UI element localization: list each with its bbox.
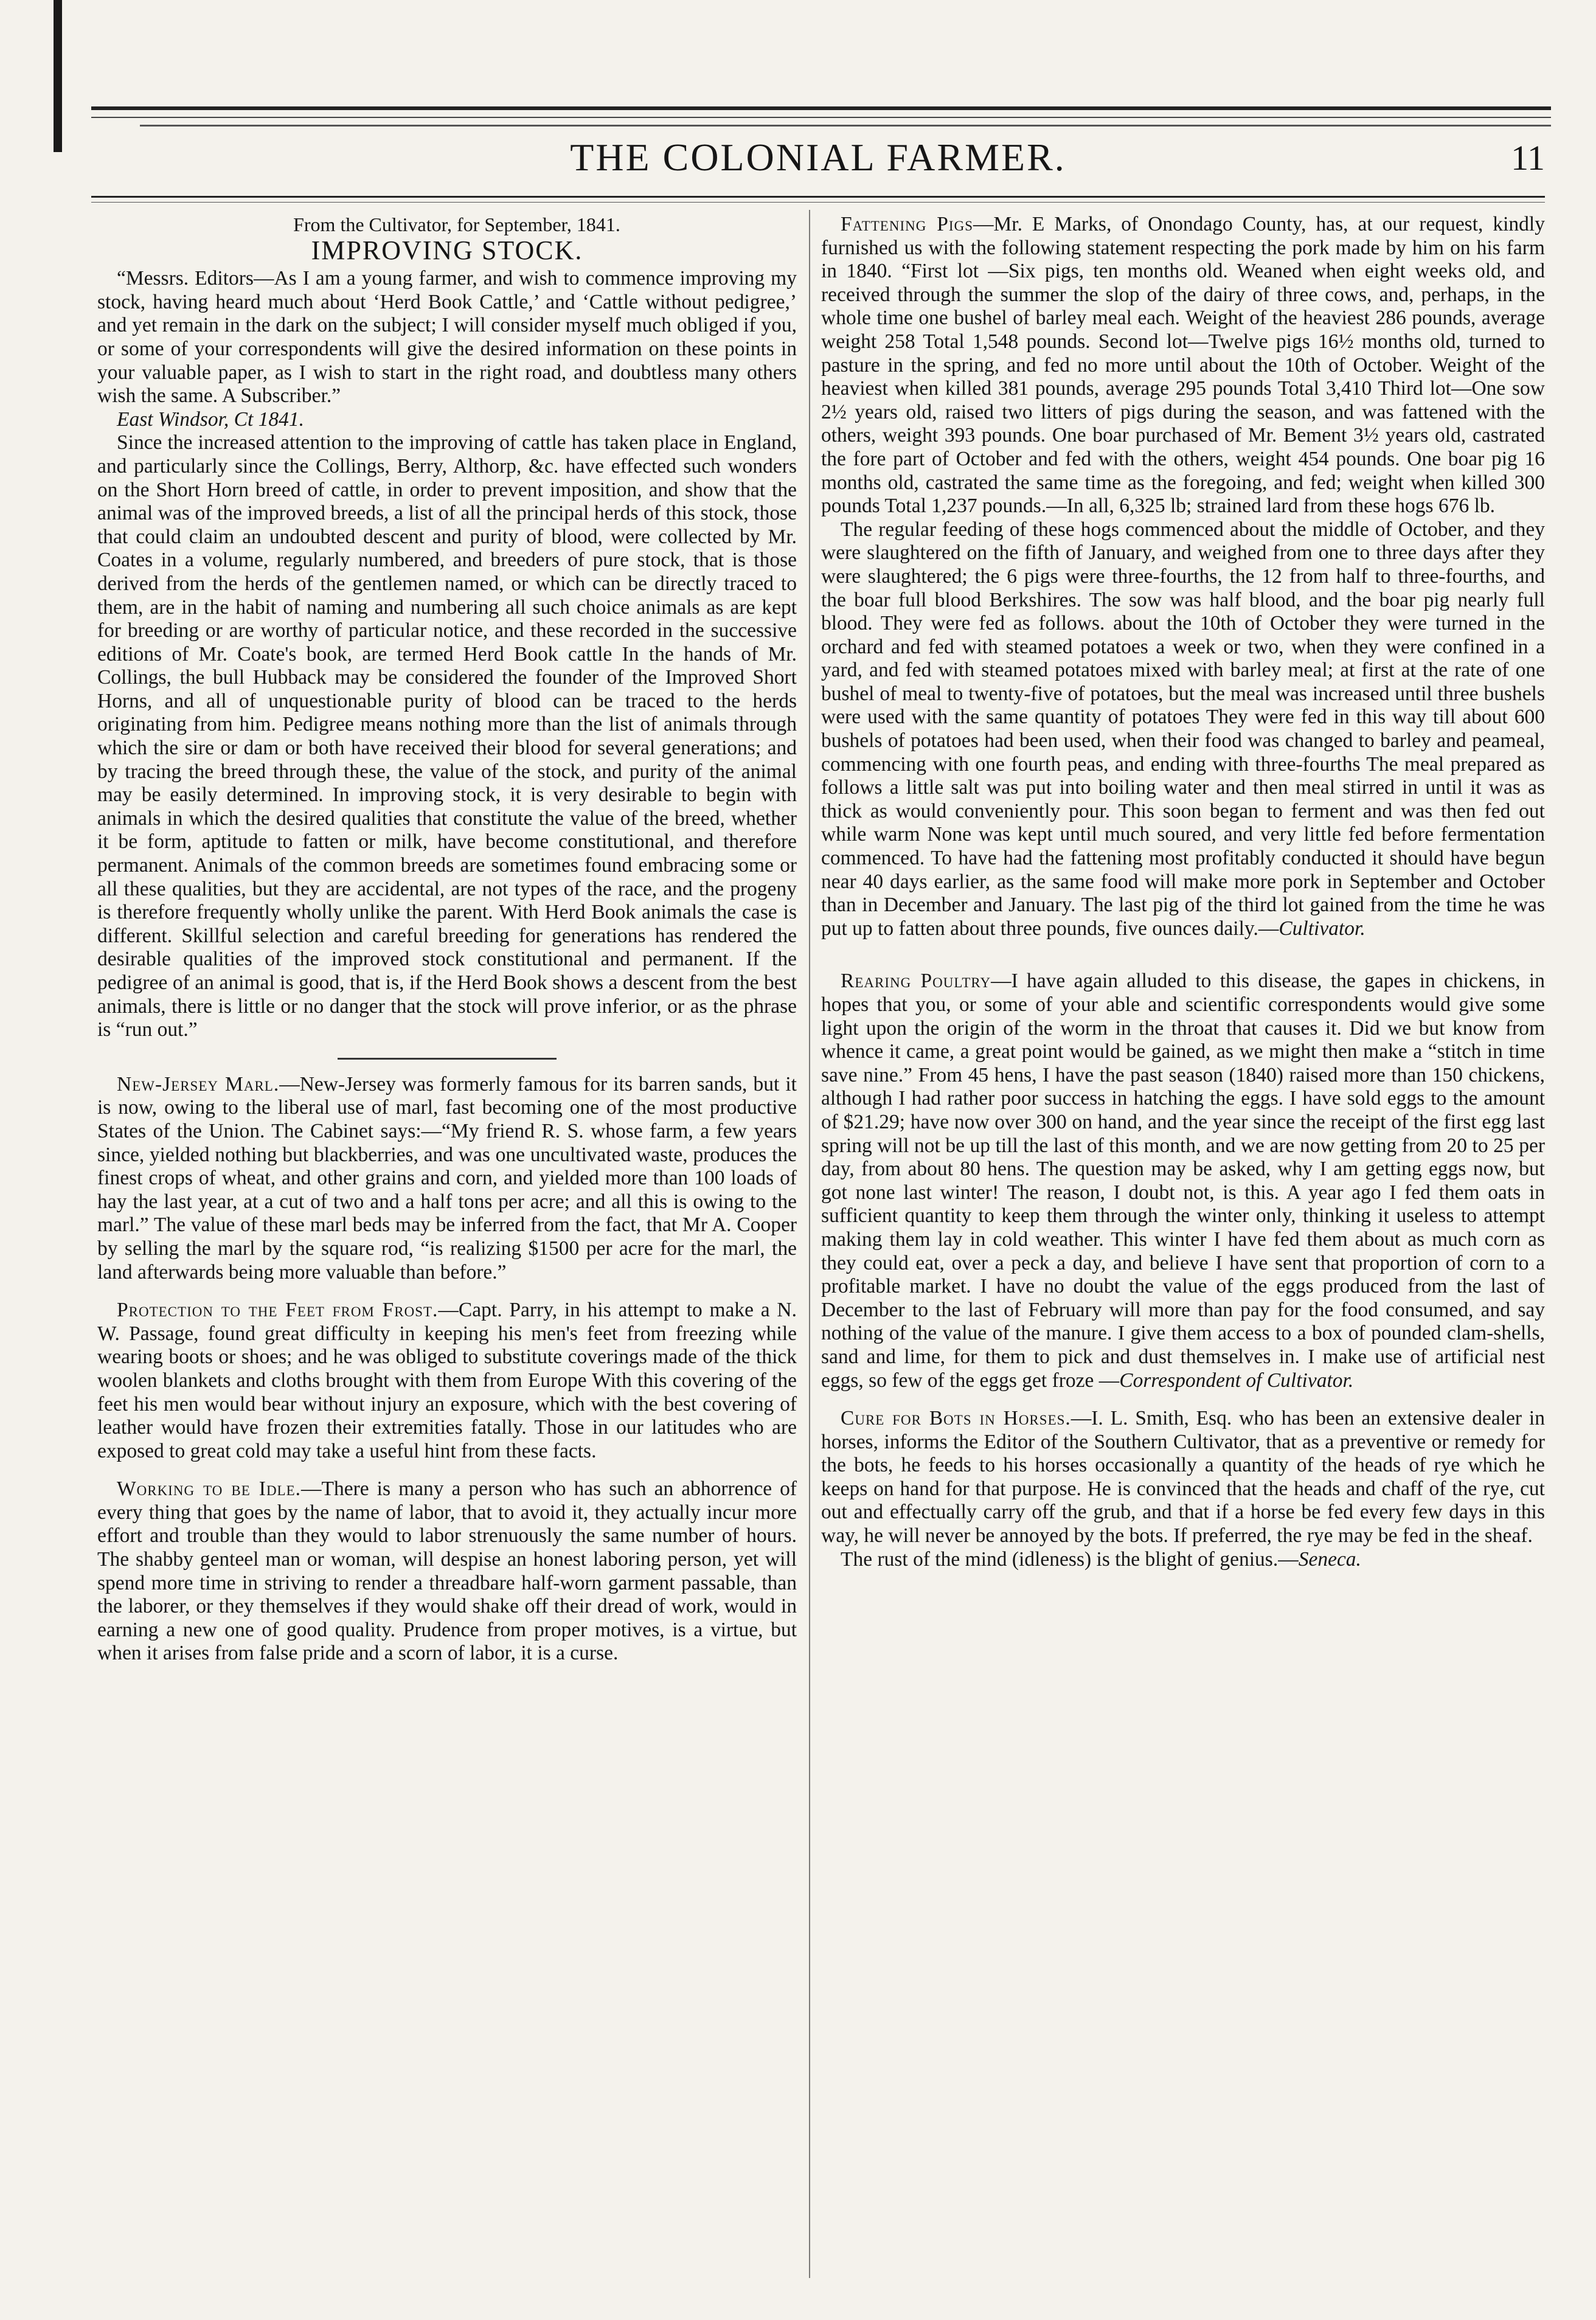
article-body: —There is many a person who has such an abhorrence of every thing that goes by the name of labor, that to avoid it, they actually incur more effort and trouble than they would to labor strenuously the same number of hours. The shabby genteel man or woman, will despise an honest laboring person, yet will spend more time in striving to render a threadbare half-worn garment passable, than the laborer, or they themselves if they would shake off their dread of work, would in earning a new one of good quality. Prudence from proper motives, is a virtue, but when it arises from false pride and a scorn of labor, it is a curse. — [97, 1478, 797, 1665]
article-source: From the Cultivator, for September, 1841. — [293, 214, 620, 235]
article-working-idle — [97, 1478, 797, 1665]
article-heading: Protection to the Feet from Frost. — [117, 1299, 439, 1322]
maxim — [821, 1548, 1545, 1572]
article-body: The regular feeding of these hogs commenced about the middle of October, and they were slaughtered on the fifth of January, and weighed from one to three days after they were slaughtered; the 6 pigs were three-fourths, the 12 from half to three-fourths, and the boar full blood Berkshires. The sow was half blood, and the boar pig nearly full blood. They were fed as follows. about the 10th of October they were turned in the orchard and fed with steamed potatoes a week or two, when they were confined in a yard, and fed with steamed potatoes mixed with barley meal; at first at the rate of one bushel of meal to twenty-five of potatoes, but the meal was increased until three bushels were used with the same quantity of potatoes They were fed in this way till about 600 bushels of potatoes had been used, when their food was changed to barley and peameal, commencing with one fourth peas, and ending with three-fourths The meal prepared as follows a little salt was put into boiling water and then meal stirred in until it was as thick as would conveniently pour. This soon began to ferment and was then fed out while warm None was kept until much soured, and very little fed before fermentation commenced. To have had the fattening most profitably conducted it should have begun near 40 days earlier, as the same food will make more pork in September and October than in December and January. The last pig of the third lot gained from the time he was put up to fatten about three pounds, five ounces daily.— — [821, 518, 1545, 940]
article-improving-stock — [97, 213, 797, 1042]
article-fattening-pigs — [821, 213, 1545, 940]
article-source: Cultivator. — [1279, 917, 1365, 940]
maxim-source: Seneca. — [1298, 1547, 1361, 1571]
spacer — [821, 940, 1545, 955]
header-rule — [91, 196, 1545, 198]
left-column — [97, 213, 797, 1665]
page-header — [91, 135, 1545, 190]
article-body: Since the increased attention to the improving of cattle has taken place in England, and particularly since the Collings, Berry, Althorp, &c. have effected such wonders on the Short Horn breed of cattle, in order to prevent imposition, and show that the animal was of the improved breeds, a list of all the principal herds of this stock, those that could claim an undoubted descent and purity of blood, were collected by Mr. Coates in a volume, regularly numbered, and breeders of pure stock, that is those derived from the herds of the gentlemen named, or which can be directly traced to them, are in the habit of naming and numbering all such choice animals as are kept for breeding or are worthy of particular notice, and these recorded in the successive editions of Mr. Coate's book, are termed Herd Book cattle In the hands of Mr. Collings, the bull Hubback may be considered the founder of the Improved Short Horns, and all of unquestionable purity of blood can be traced to the herds originating from him. Pedigree means nothing more than the list of animals through which the sire or dam or both have received their blood for several generations; and by tracing the breed through these, the value of the stock, and purity of the animal may be easily determined. In improving stock, it is very desirable to begin with animals in which the desired qualities that constitute the value of the breed, whether it be form, aptitude to fatten or milk, have become constitutional, and therefore permanent. Animals of the common breeds are sometimes found embracing some or all these qualities, but they are accidental, are not types of the race, and the progeny is therefore frequently wholly unlike the parent. With Herd Book animals the case is different. Skillful selection and careful breeding for generations has rendered the desirable qualities of the improved stock constitutional and permanent. If the pedigree of an animal is good, that is, if the Herd Book shows a descent from the best animals, there is little or no danger that the stock will prove inferior, or as the phrase is “run out.” — [97, 431, 797, 1041]
column-divider — [809, 210, 810, 2278]
maxim-text: The rust of the mind (idleness) is the blight of genius.— — [841, 1547, 1299, 1571]
letter-text: “Messrs. Editors—As I am a young farmer, and wish to commence improving my stock, having heard much about ‘Herd Book Cattle,’ and ‘Cattle without pedigree,’ and yet remain in the dark on the subject; I will consider myself much obliged if you, or some of your correspondents will give the desired information on these points in your valuable paper, as I wish to start in the right road, and doubtless many others wish the same. A Subscriber.” — [97, 267, 797, 408]
page-number: 11 — [1511, 138, 1545, 178]
article-heading: New-Jersey Marl. — [117, 1072, 280, 1096]
article-heading: Working to be Idle. — [117, 1478, 302, 1501]
article-title: IMPROVING STOCK. — [311, 235, 583, 265]
article-body: —Mr. E Marks, of Onondago County, has, at our request, kindly furnished us with the following statement respecting the pork made by him on his farm in 1840. “First lot —Six pigs, ten months old. Weaned when eight weeks old, and received through the summer the slop of the dairy of three cows, and, perhaps, in the whole time one bushel of barley meal each. Weight of the heaviest 286 pounds, average weight 258 Total 1,548 pounds. Second lot—Twelve pigs 16½ months old, turned to pasture in the spring, and fed no more until about the 10th of October. Weight of the heaviest when killed 381 pounds, average 295 pounds Total 3,410 Third lot—One sow 2½ years old, raised two litters of pigs during the season, and was fattened with the others, weight 393 pounds. One boar purchased of Mr. Bement 3½ years old, castrated the fore part of October and fed with the others, weight 454 pounds. One boar pig 16 months old, castrated the same time as the foregoing, and fed; weight when killed 300 pounds Total 1,237 pounds.—In all, 6,325 lb; strained lard from these hogs 676 lb. — [821, 213, 1545, 518]
article-heading: Fattening Pigs — [841, 213, 973, 235]
article-new-jersey-marl — [97, 1073, 797, 1284]
article-body: —Capt. Parry, in his attempt to make a N. W. Passage, found great difficulty in keeping his men's feet from freezing while wearing boots or shoes; and he was obliged to substitute coverings made of the thick woolen blankets and cloths brought with them from Europe With this covering of the feet his men would bear without injury an exposure, which with the best covering of leather would have frozen their extremities fatally. Those in our latitudes who are exposed to great cold may take a useful hint from these facts. — [97, 1299, 797, 1462]
top-rule — [91, 106, 1551, 110]
article-body: —I have again alluded to this disease, the gapes in chickens, in hopes that you, or some of your able and scientific correspondents would give some light upon the origin of the worm in the throat that causes it. Did we but know from whence it came, a great point would be gained, as we might then make a “stitch in time save nine.” From 45 hens, I have the past season (1840) raised more than 150 chickens, although I had rather poor success in hatching the eggs. I have sold eggs to the amount of $21.29; have now over 300 on hand, and the year since the receipt of the first egg last spring will not be up till the last of this month, and we are now getting from 20 to 25 per day, from about 80 hens. The question may be asked, why I am getting eggs now, but got none last winter! The reason, I doubt not, is this. A year ago I fed them oats in sufficient quantity to keep them through the winter only, thinking it useless to attempt making them lay in cold weather. This winter I have fed them about as much corn as they could eat, over a peck a day, and believe I have sent that proportion of corn to a profitable market. I have no doubt the value of the eggs produced from the last of December to the last of February will more than pay for the food consumed, and say nothing of the value of the manure. I give them access to a box of pounded clam-shells, sand and lime, for them to pick and dust themselves in. I make use of artificial nest eggs, so few of the eggs get froze — — [821, 970, 1545, 1392]
spacer — [97, 1463, 797, 1478]
article-heading: Cure for Bots in Horses. — [841, 1407, 1071, 1430]
article-body: —I. L. Smith, Esq. who has been an extensive dealer in horses, informs the Editor of the Southern Cultivator, that as a preventive or remedy for the bots, he feeds to his horses occasionally a quantity of the heads of rye which he keeps on hand for that purpose. He is convinced that the heads and chaff of the rye, cut out and effectually carry off the grub, and that if a horse be fed every few days in this way, he will never be annoyed by the bots. If preferred, the rye may be fed in the sheaf. — [821, 1407, 1545, 1547]
spacer — [821, 1392, 1545, 1407]
section-separator — [338, 1058, 557, 1060]
masthead-title: THE COLONIAL FARMER. — [570, 136, 1066, 179]
right-column — [821, 213, 1545, 1571]
article-rearing-poultry — [821, 970, 1545, 1392]
article-heading: Rearing Poultry — [841, 970, 991, 993]
spacer — [97, 1284, 797, 1299]
spacer — [821, 955, 1545, 970]
top-rule-thin — [91, 117, 1551, 118]
article-body: —New-Jersey was formerly famous for its barren sands, but it is now, owing to the liberal use of marl, fast becoming one of the most productive States of the Union. The Cabinet says:—“My friend R. S. whose farm, a few years since, yielded nothing but blackberries, and was one uncultivated waste, produces the finest crops of wheat, and other grains and corn, and yielded more than 100 loads of hay the last year, at a cut of two and a half tons per acre; and all this is owing to the marl.” The value of these marl beds may be inferred from the fact, that Mr A. Cooper by selling the marl by the square rod, “is realizing $1500 per acre for the marl, the land afterwards being more valuable than before.” — [97, 1072, 797, 1283]
top-rule-dashed — [140, 125, 1551, 127]
margin-rule — [54, 0, 62, 152]
letter-signature: East Windsor, Ct 1841. — [117, 408, 305, 431]
article-protection-feet — [97, 1299, 797, 1463]
header-rule-thin — [91, 202, 1545, 203]
article-source: Correspondent of Cultivator. — [1119, 1369, 1354, 1392]
article-cure-bots — [821, 1407, 1545, 1548]
